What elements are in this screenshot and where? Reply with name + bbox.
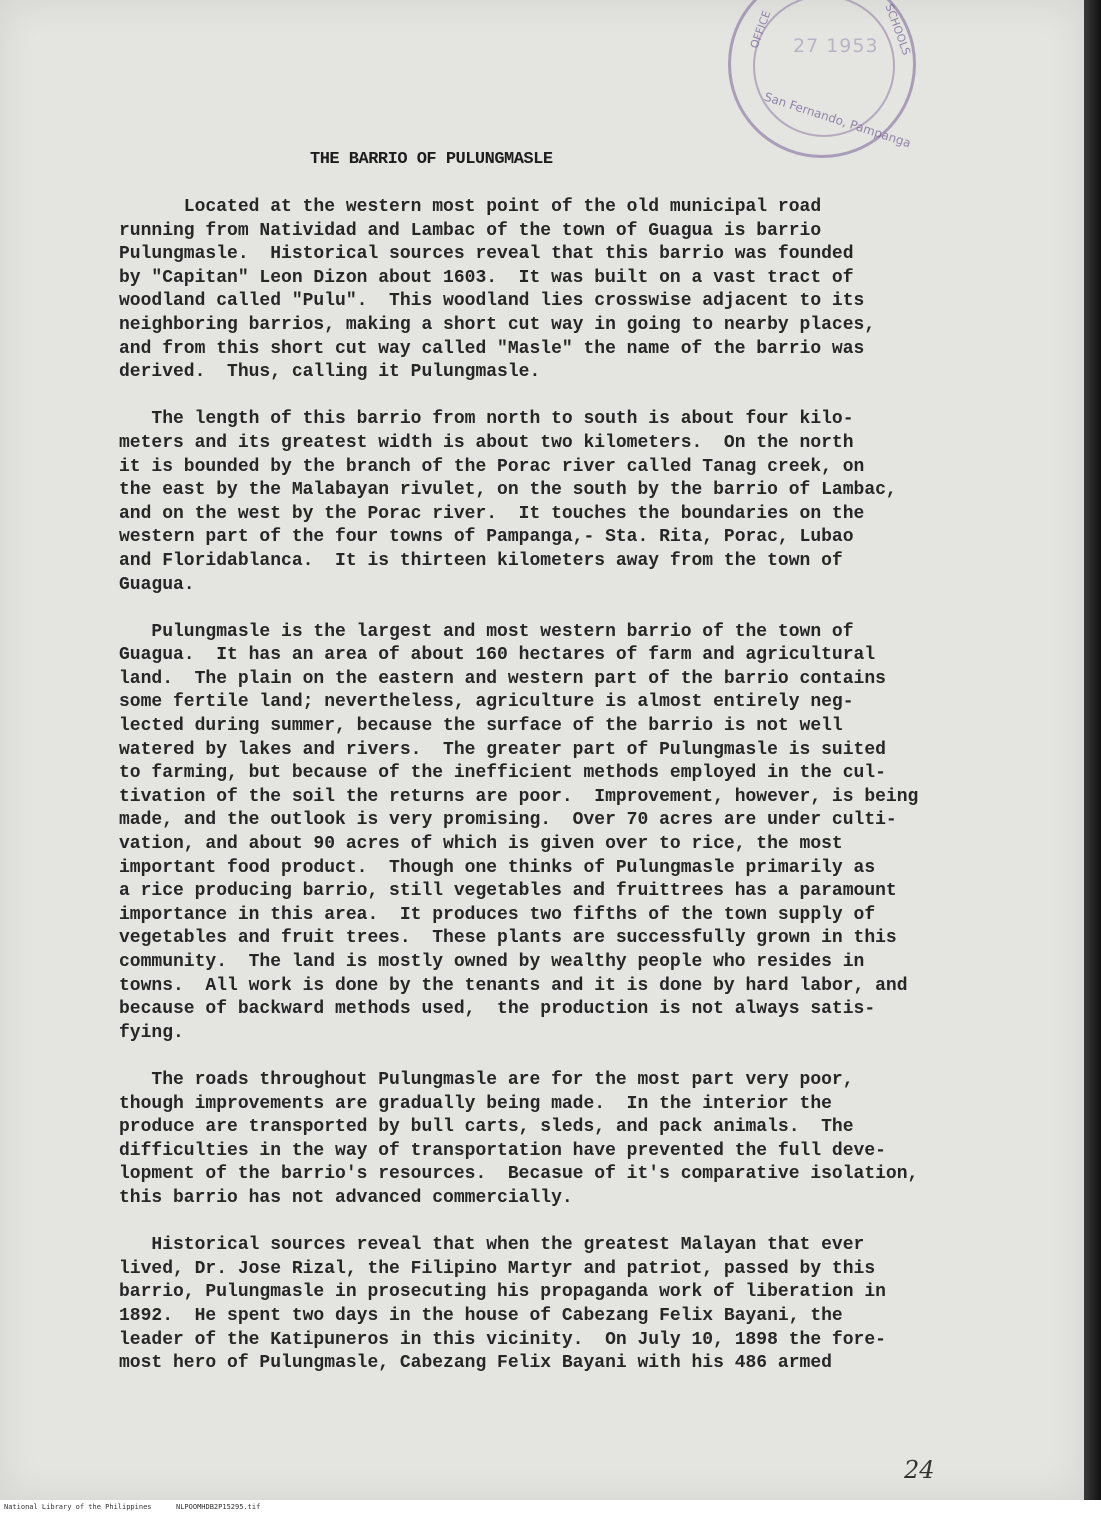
footer-library-name: National Library of the Philippines — [4, 1503, 152, 1511]
footer-filename: NLPOOMHDB2P15295.tif — [176, 1503, 261, 1511]
page-number: 24 — [904, 1456, 935, 1484]
paragraph-location: Located at the western most point of the old municipal road running from Natividad and Lambac of the town of Guagua is barrio Pulungmasle. Historical sources reveal that this barrio was founded by "Capitan" Leon Dizon about 1603. It was built on a vast tract of woodland called "Pulu". This woodland lies crosswise adjacent to its neighboring barrios, making a short cut way in going to nearby places, and from this short cut way called "Masle" the name of the barrio was derived. Thus, calling it Pulungmasle. — [119, 197, 876, 383]
stamp-schools-text: SCHOOLS — [882, 2, 913, 57]
document-body — [119, 196, 1054, 1399]
document-title: THE BARRIO OF PULUNGMASLE — [310, 150, 553, 169]
office-stamp — [728, 0, 916, 158]
scan-footer — [0, 1500, 1101, 1515]
paragraph-roads: The roads throughout Pulungmasle are for the most part very poor, though improvements are gradually being made. In the interior the produce are transported by bull carts, sleds, and pack animals. The difficulties in the way of transportation have prevented the full deve- lopment of the barrio's resources. Becasue of it's comparative isolation, this barrio has not advanced commercially. — [119, 1069, 919, 1208]
paragraph-boundaries: The length of this barrio from north to south is about four kilo- meters and its greatest width is about two kilometers. On the north it is bounded by the branch of the Porac river called Tanag creek, on the east by the Malabayan rivulet, on the south by the barrio of Lambac, and on the west by the Porac river. It touches the boundaries on the western part of the four towns of Pampanga,- Sta. Rita, Porac, Lubao and Floridablanca. It is thirteen kilometers away from the town of Guagua. — [119, 409, 897, 595]
paragraph-agriculture: Pulungmasle is the largest and most western barrio of the town of Guagua. It has an area of about 160 hectares of farm and agricultural land. The plain on the eastern and western part of the barrio contains some fertile land; nevertheless, agriculture is almost entirely neg- lected during summer, because the surface of the barrio is not well watered by lakes and rivers. The greater part of Pulungmasle is suited to farming, but because of the inefficient methods employed in the cul- tivation of the soil the returns are poor. Improvement, however, is being made, and the outlook is very promising. Over 70 acres are under culti- vation, and about 90 acres of which is given over to rice, the most important food product. Though one thinks of Pulungmasle primarily as a rice producing barrio, still vegetables and fruittrees has a paramount importance in this area. It produces two fifths of the town supply of vegetables and fruit trees. These plants are successfully grown in this community. The land is mostly owned by wealthy people who resides in towns. All work is done by the tenants and it is done by hard labor, and because of backward methods used, the production is not always satis- fying. — [119, 621, 919, 1043]
stamp-place-text: San Fernando, Pampanga — [762, 89, 913, 151]
scan-edge — [1084, 0, 1101, 1500]
paragraph-history: Historical sources reveal that when the greatest Malayan that ever lived, Dr. Jose Rizal, the Filipino Martyr and patriot, passed by this barrio, Pulungmasle in prosecuting his propaganda work of liberation in 1892. He spent two days in the house of Cabezang Felix Bayani, the leader of the Katipuneros in this vicinity. On July 10, 1898 the fore- most hero of Pulungmasle, Cabezang Felix Bayani with his 486 armed — [119, 1235, 886, 1374]
stamp-office-text: OFFICE — [747, 8, 774, 51]
stamp-date-text: 27 1953 — [793, 35, 879, 57]
